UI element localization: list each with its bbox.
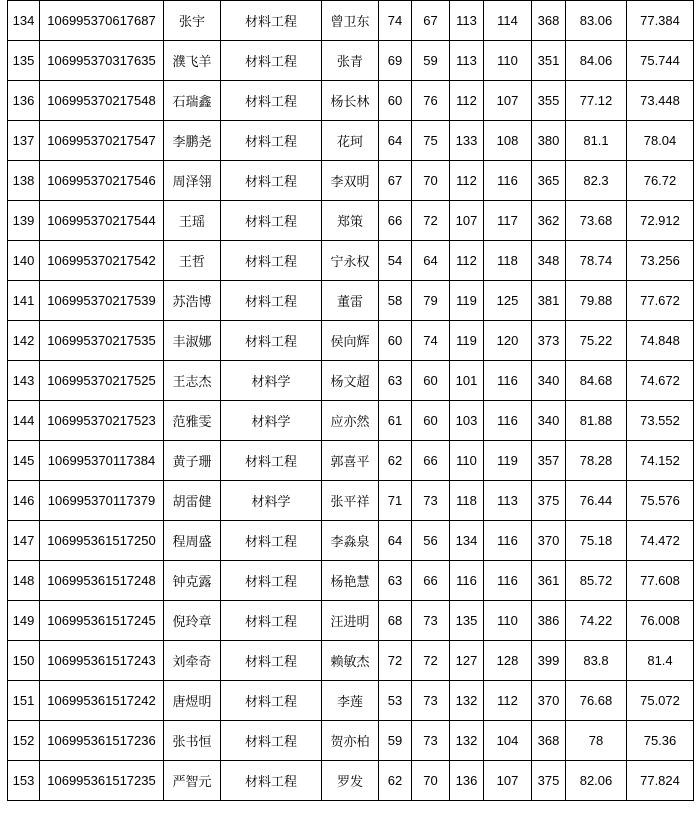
cell-interview: 77.12 xyxy=(566,81,627,121)
cell-no: 148 xyxy=(8,561,40,601)
cell-total: 370 xyxy=(532,681,566,721)
cell-final: 76.008 xyxy=(627,601,694,641)
cell-total: 365 xyxy=(532,161,566,201)
cell-interview: 83.8 xyxy=(566,641,627,681)
cell-total: 375 xyxy=(532,481,566,521)
cell-advisor: 郭喜平 xyxy=(322,441,379,481)
table-row xyxy=(8,41,694,81)
cell-name: 王瑶 xyxy=(164,201,221,241)
cell-score-3: 112 xyxy=(450,81,484,121)
cell-score-3: 119 xyxy=(450,281,484,321)
cell-major: 材料工程 xyxy=(221,201,322,241)
cell-score-1: 64 xyxy=(379,121,412,161)
cell-score-4: 110 xyxy=(484,601,532,641)
cell-score-1: 64 xyxy=(379,521,412,561)
cell-score-2: 70 xyxy=(412,161,450,201)
cell-total: 340 xyxy=(532,401,566,441)
cell-score-3: 112 xyxy=(450,241,484,281)
cell-advisor: 李双明 xyxy=(322,161,379,201)
cell-major: 材料学 xyxy=(221,361,322,401)
cell-score-1: 62 xyxy=(379,441,412,481)
cell-score-4: 116 xyxy=(484,161,532,201)
cell-name: 刘牵奇 xyxy=(164,641,221,681)
cell-score-1: 63 xyxy=(379,361,412,401)
cell-major: 材料学 xyxy=(221,481,322,521)
table-row xyxy=(8,321,694,361)
cell-interview: 78 xyxy=(566,721,627,761)
cell-total: 375 xyxy=(532,761,566,801)
cell-score-2: 74 xyxy=(412,321,450,361)
cell-interview: 81.1 xyxy=(566,121,627,161)
cell-score-1: 66 xyxy=(379,201,412,241)
score-table xyxy=(7,0,694,801)
cell-interview: 82.06 xyxy=(566,761,627,801)
cell-name: 胡雷健 xyxy=(164,481,221,521)
cell-score-3: 127 xyxy=(450,641,484,681)
cell-exam-id: 106995370317635 xyxy=(40,41,164,81)
cell-name: 程周盛 xyxy=(164,521,221,561)
table-row xyxy=(8,81,694,121)
cell-interview: 81.88 xyxy=(566,401,627,441)
cell-interview: 84.68 xyxy=(566,361,627,401)
cell-no: 137 xyxy=(8,121,40,161)
cell-score-2: 76 xyxy=(412,81,450,121)
cell-score-3: 101 xyxy=(450,361,484,401)
table-row xyxy=(8,481,694,521)
cell-score-4: 116 xyxy=(484,521,532,561)
cell-major: 材料工程 xyxy=(221,601,322,641)
cell-total: 373 xyxy=(532,321,566,361)
cell-interview: 82.3 xyxy=(566,161,627,201)
cell-advisor: 宁永权 xyxy=(322,241,379,281)
cell-interview: 75.22 xyxy=(566,321,627,361)
cell-total: 399 xyxy=(532,641,566,681)
cell-advisor: 董雷 xyxy=(322,281,379,321)
cell-score-4: 119 xyxy=(484,441,532,481)
cell-advisor: 杨文超 xyxy=(322,361,379,401)
cell-score-1: 54 xyxy=(379,241,412,281)
cell-score-2: 73 xyxy=(412,681,450,721)
cell-final: 76.72 xyxy=(627,161,694,201)
cell-final: 73.256 xyxy=(627,241,694,281)
cell-score-3: 133 xyxy=(450,121,484,161)
cell-exam-id: 106995370217547 xyxy=(40,121,164,161)
cell-score-4: 108 xyxy=(484,121,532,161)
cell-advisor: 侯向辉 xyxy=(322,321,379,361)
cell-exam-id: 106995370617687 xyxy=(40,1,164,41)
cell-exam-id: 106995361517242 xyxy=(40,681,164,721)
cell-total: 340 xyxy=(532,361,566,401)
cell-score-2: 73 xyxy=(412,601,450,641)
cell-exam-id: 106995361517236 xyxy=(40,721,164,761)
cell-name: 丰淑娜 xyxy=(164,321,221,361)
cell-score-2: 66 xyxy=(412,561,450,601)
cell-name: 王哲 xyxy=(164,241,221,281)
cell-name: 王志杰 xyxy=(164,361,221,401)
cell-interview: 78.74 xyxy=(566,241,627,281)
cell-final: 78.04 xyxy=(627,121,694,161)
table-row xyxy=(8,241,694,281)
cell-interview: 85.72 xyxy=(566,561,627,601)
cell-major: 材料工程 xyxy=(221,761,322,801)
cell-score-2: 79 xyxy=(412,281,450,321)
cell-major: 材料工程 xyxy=(221,321,322,361)
table-row xyxy=(8,681,694,721)
cell-name: 唐煜明 xyxy=(164,681,221,721)
cell-score-4: 107 xyxy=(484,761,532,801)
cell-interview: 84.06 xyxy=(566,41,627,81)
cell-exam-id: 106995361517235 xyxy=(40,761,164,801)
cell-score-1: 63 xyxy=(379,561,412,601)
cell-exam-id: 106995370217542 xyxy=(40,241,164,281)
table-row xyxy=(8,601,694,641)
cell-name: 李鹏尧 xyxy=(164,121,221,161)
cell-final: 74.472 xyxy=(627,521,694,561)
cell-final: 75.072 xyxy=(627,681,694,721)
cell-no: 149 xyxy=(8,601,40,641)
cell-total: 361 xyxy=(532,561,566,601)
cell-final: 73.552 xyxy=(627,401,694,441)
table-row xyxy=(8,201,694,241)
cell-score-3: 136 xyxy=(450,761,484,801)
cell-no: 138 xyxy=(8,161,40,201)
cell-score-4: 113 xyxy=(484,481,532,521)
cell-name: 濮飞羊 xyxy=(164,41,221,81)
cell-final: 77.384 xyxy=(627,1,694,41)
cell-final: 75.576 xyxy=(627,481,694,521)
cell-score-3: 135 xyxy=(450,601,484,641)
table-row xyxy=(8,281,694,321)
cell-interview: 76.68 xyxy=(566,681,627,721)
cell-score-3: 112 xyxy=(450,161,484,201)
cell-score-2: 70 xyxy=(412,761,450,801)
cell-advisor: 花珂 xyxy=(322,121,379,161)
cell-score-2: 64 xyxy=(412,241,450,281)
cell-score-2: 72 xyxy=(412,641,450,681)
cell-advisor: 贺亦柏 xyxy=(322,721,379,761)
cell-final: 75.744 xyxy=(627,41,694,81)
cell-interview: 83.06 xyxy=(566,1,627,41)
cell-score-4: 116 xyxy=(484,401,532,441)
cell-exam-id: 106995361517248 xyxy=(40,561,164,601)
cell-no: 139 xyxy=(8,201,40,241)
cell-score-4: 110 xyxy=(484,41,532,81)
cell-major: 材料工程 xyxy=(221,521,322,561)
cell-score-1: 61 xyxy=(379,401,412,441)
cell-name: 周泽翎 xyxy=(164,161,221,201)
cell-advisor: 张平祥 xyxy=(322,481,379,521)
cell-total: 348 xyxy=(532,241,566,281)
cell-score-1: 62 xyxy=(379,761,412,801)
cell-score-2: 72 xyxy=(412,201,450,241)
cell-final: 77.608 xyxy=(627,561,694,601)
cell-exam-id: 106995361517250 xyxy=(40,521,164,561)
table-row xyxy=(8,761,694,801)
cell-no: 136 xyxy=(8,81,40,121)
cell-major: 材料工程 xyxy=(221,241,322,281)
cell-score-4: 104 xyxy=(484,721,532,761)
cell-score-4: 114 xyxy=(484,1,532,41)
cell-final: 74.848 xyxy=(627,321,694,361)
cell-exam-id: 106995370217523 xyxy=(40,401,164,441)
cell-name: 石瑞鑫 xyxy=(164,81,221,121)
cell-score-3: 113 xyxy=(450,41,484,81)
cell-total: 362 xyxy=(532,201,566,241)
cell-major: 材料工程 xyxy=(221,41,322,81)
cell-final: 72.912 xyxy=(627,201,694,241)
cell-no: 135 xyxy=(8,41,40,81)
cell-score-2: 60 xyxy=(412,401,450,441)
cell-name: 钟克露 xyxy=(164,561,221,601)
cell-interview: 76.44 xyxy=(566,481,627,521)
cell-score-4: 116 xyxy=(484,561,532,601)
cell-name: 范雅雯 xyxy=(164,401,221,441)
cell-score-3: 132 xyxy=(450,721,484,761)
cell-name: 严智元 xyxy=(164,761,221,801)
cell-score-3: 119 xyxy=(450,321,484,361)
cell-score-2: 67 xyxy=(412,1,450,41)
cell-advisor: 李莲 xyxy=(322,681,379,721)
cell-major: 材料工程 xyxy=(221,81,322,121)
cell-no: 144 xyxy=(8,401,40,441)
cell-exam-id: 106995370117379 xyxy=(40,481,164,521)
cell-name: 倪玲章 xyxy=(164,601,221,641)
cell-score-4: 125 xyxy=(484,281,532,321)
cell-exam-id: 106995370217539 xyxy=(40,281,164,321)
cell-no: 142 xyxy=(8,321,40,361)
cell-no: 146 xyxy=(8,481,40,521)
cell-score-3: 110 xyxy=(450,441,484,481)
cell-score-3: 132 xyxy=(450,681,484,721)
cell-final: 75.36 xyxy=(627,721,694,761)
cell-no: 141 xyxy=(8,281,40,321)
cell-name: 张宇 xyxy=(164,1,221,41)
cell-name: 苏浩博 xyxy=(164,281,221,321)
cell-score-3: 113 xyxy=(450,1,484,41)
cell-score-1: 69 xyxy=(379,41,412,81)
cell-exam-id: 106995370217525 xyxy=(40,361,164,401)
table-body xyxy=(8,0,694,801)
cell-score-4: 128 xyxy=(484,641,532,681)
cell-score-4: 118 xyxy=(484,241,532,281)
cell-major: 材料工程 xyxy=(221,681,322,721)
cell-score-2: 66 xyxy=(412,441,450,481)
cell-final: 74.672 xyxy=(627,361,694,401)
cell-total: 355 xyxy=(532,81,566,121)
cell-total: 368 xyxy=(532,721,566,761)
cell-advisor: 曾卫东 xyxy=(322,1,379,41)
cell-score-4: 112 xyxy=(484,681,532,721)
cell-score-1: 53 xyxy=(379,681,412,721)
cell-advisor: 李淼泉 xyxy=(322,521,379,561)
cell-total: 370 xyxy=(532,521,566,561)
cell-score-3: 134 xyxy=(450,521,484,561)
table-row xyxy=(8,441,694,481)
cell-no: 150 xyxy=(8,641,40,681)
cell-interview: 78.28 xyxy=(566,441,627,481)
cell-final: 73.448 xyxy=(627,81,694,121)
table-row xyxy=(8,561,694,601)
cell-score-1: 59 xyxy=(379,721,412,761)
cell-exam-id: 106995370217548 xyxy=(40,81,164,121)
cell-score-1: 68 xyxy=(379,601,412,641)
cell-score-1: 72 xyxy=(379,641,412,681)
cell-total: 357 xyxy=(532,441,566,481)
cell-advisor: 应亦然 xyxy=(322,401,379,441)
cell-score-2: 56 xyxy=(412,521,450,561)
cell-total: 381 xyxy=(532,281,566,321)
cell-total: 351 xyxy=(532,41,566,81)
cell-interview: 79.88 xyxy=(566,281,627,321)
table-row xyxy=(8,361,694,401)
cell-interview: 75.18 xyxy=(566,521,627,561)
cell-score-3: 107 xyxy=(450,201,484,241)
cell-major: 材料学 xyxy=(221,401,322,441)
cell-no: 152 xyxy=(8,721,40,761)
cell-no: 134 xyxy=(8,1,40,41)
cell-score-2: 73 xyxy=(412,481,450,521)
cell-no: 140 xyxy=(8,241,40,281)
cell-exam-id: 106995370217546 xyxy=(40,161,164,201)
cell-major: 材料工程 xyxy=(221,441,322,481)
cell-major: 材料工程 xyxy=(221,641,322,681)
cell-exam-id: 106995370117384 xyxy=(40,441,164,481)
cell-advisor: 杨艳慧 xyxy=(322,561,379,601)
cell-advisor: 罗发 xyxy=(322,761,379,801)
cell-score-4: 120 xyxy=(484,321,532,361)
cell-no: 153 xyxy=(8,761,40,801)
table-row xyxy=(8,161,694,201)
cell-final: 77.824 xyxy=(627,761,694,801)
cell-advisor: 郑策 xyxy=(322,201,379,241)
table-row xyxy=(8,721,694,761)
cell-advisor: 赖敏杰 xyxy=(322,641,379,681)
cell-score-3: 116 xyxy=(450,561,484,601)
cell-score-2: 59 xyxy=(412,41,450,81)
cell-score-1: 58 xyxy=(379,281,412,321)
cell-score-3: 118 xyxy=(450,481,484,521)
cell-exam-id: 106995361517245 xyxy=(40,601,164,641)
cell-exam-id: 106995370217544 xyxy=(40,201,164,241)
cell-name: 张书恒 xyxy=(164,721,221,761)
cell-exam-id: 106995361517243 xyxy=(40,641,164,681)
cell-final: 81.4 xyxy=(627,641,694,681)
cell-score-4: 117 xyxy=(484,201,532,241)
cell-advisor: 张青 xyxy=(322,41,379,81)
cell-score-2: 75 xyxy=(412,121,450,161)
cell-final: 77.672 xyxy=(627,281,694,321)
cell-total: 380 xyxy=(532,121,566,161)
cell-major: 材料工程 xyxy=(221,561,322,601)
cell-score-1: 71 xyxy=(379,481,412,521)
cell-exam-id: 106995370217535 xyxy=(40,321,164,361)
cell-advisor: 杨长林 xyxy=(322,81,379,121)
cell-name: 黄子珊 xyxy=(164,441,221,481)
cell-score-2: 60 xyxy=(412,361,450,401)
cell-advisor: 汪进明 xyxy=(322,601,379,641)
table-row xyxy=(8,641,694,681)
table-row xyxy=(8,1,694,41)
cell-score-1: 60 xyxy=(379,321,412,361)
table-row xyxy=(8,521,694,561)
cell-score-4: 116 xyxy=(484,361,532,401)
cell-total: 386 xyxy=(532,601,566,641)
cell-major: 材料工程 xyxy=(221,1,322,41)
cell-score-2: 73 xyxy=(412,721,450,761)
table-row xyxy=(8,121,694,161)
cell-score-4: 107 xyxy=(484,81,532,121)
cell-interview: 74.22 xyxy=(566,601,627,641)
cell-score-1: 67 xyxy=(379,161,412,201)
cell-no: 147 xyxy=(8,521,40,561)
cell-major: 材料工程 xyxy=(221,721,322,761)
table-row xyxy=(8,401,694,441)
cell-final: 74.152 xyxy=(627,441,694,481)
cell-score-1: 74 xyxy=(379,1,412,41)
cell-score-1: 60 xyxy=(379,81,412,121)
cell-no: 151 xyxy=(8,681,40,721)
cell-no: 143 xyxy=(8,361,40,401)
cell-major: 材料工程 xyxy=(221,161,322,201)
cell-no: 145 xyxy=(8,441,40,481)
cell-total: 368 xyxy=(532,1,566,41)
cell-major: 材料工程 xyxy=(221,121,322,161)
cell-score-3: 103 xyxy=(450,401,484,441)
cell-interview: 73.68 xyxy=(566,201,627,241)
cell-major: 材料工程 xyxy=(221,281,322,321)
